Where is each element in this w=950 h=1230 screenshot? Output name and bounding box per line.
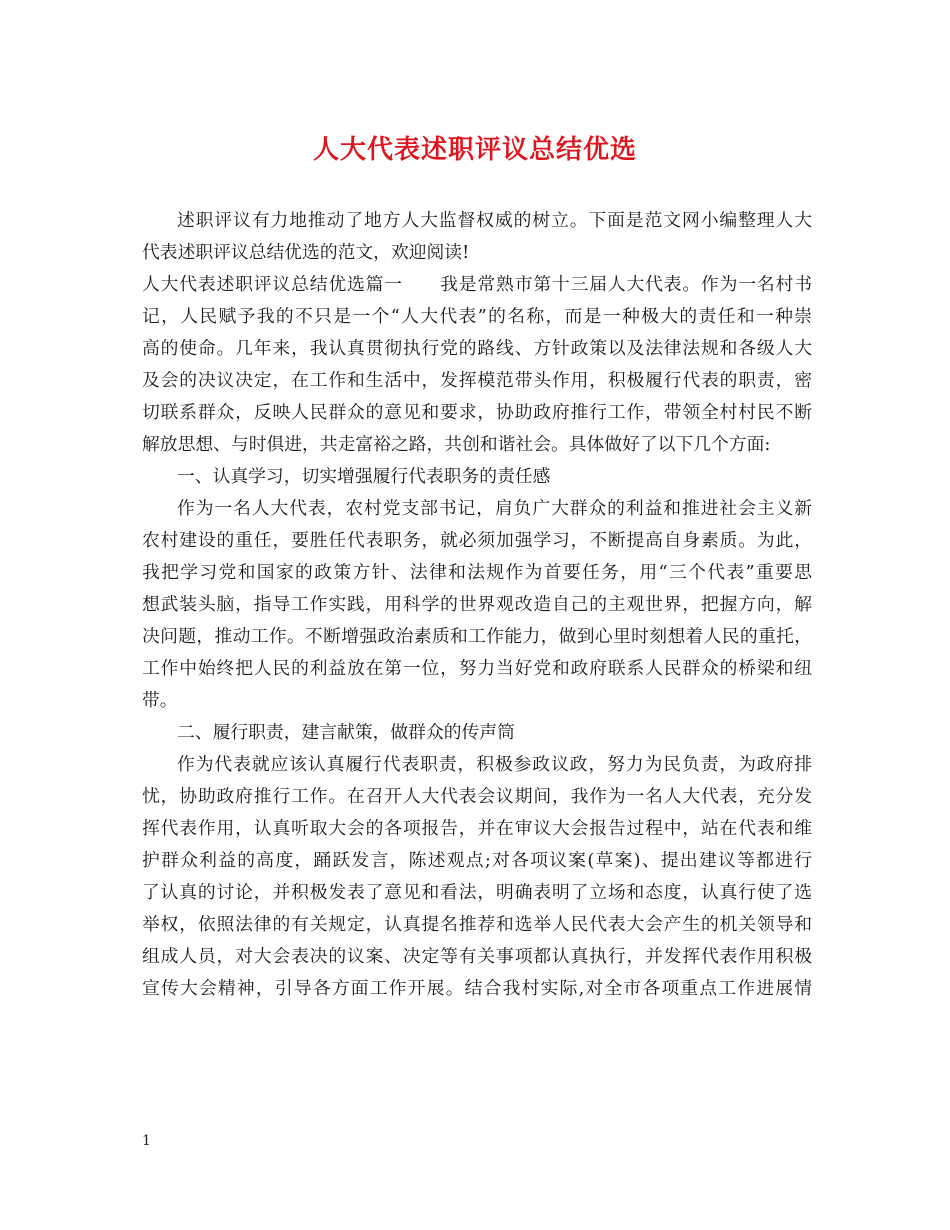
text-line: 忧，协助政府推行工作。在召开人大代表会议期间，我作为一名人大代表，充分发 — [142, 786, 812, 807]
text-line: 决问题，推动工作。不断增强政治素质和工作能力，做到心里时刻想着人民的重托， — [142, 626, 812, 647]
text-line: 挥代表作用，认真听取大会的各项报告，并在审议大会报告过程中，站在代表和维 — [142, 818, 812, 839]
text-line: 高的使命。几年来，我认真贯彻执行党的路线、方针政策以及法律法规和各级人大 — [142, 338, 812, 359]
text-line: 护群众利益的高度，踊跃发言，陈述观点;对各项议案(草案)、提出建议等都进行 — [142, 850, 812, 871]
text-line: 组成人员，对大会表决的议案、决定等有关事项都认真执行，并发挥代表作用积极 — [142, 946, 812, 967]
document-title: 人大代表述职评议总结优选 — [312, 135, 637, 165]
text-line: 想武装头脑，指导工作实践，用科学的世界观改造自己的主观世界，把握方向，解 — [142, 594, 812, 615]
section-heading: 一、认真学习，切实增强履行代表职务的责任感 — [177, 466, 551, 487]
text-line: 我把学习党和国家的政策方针、法律和法规作为首要任务，用“三个代表”重要思 — [142, 562, 812, 583]
text-line: 带。 — [142, 690, 178, 711]
text-line: 代表述职评议总结优选的范文，欢迎阅读! — [142, 242, 470, 263]
text-line: 解放思想、与时俱进，共走富裕之路，共创和谐社会。具体做好了以下几个方面: — [142, 434, 771, 455]
text-line: 宣传大会精神，引导各方面工作开展。结合我村实际,对全市各项重点工作进展情 — [142, 978, 812, 999]
section-heading: 二、履行职责，建言献策，做群众的传声筒 — [177, 722, 515, 743]
text-line: 述职评议有力地推动了地方人大监督权威的树立。下面是范文网小编整理人大 — [177, 210, 812, 231]
text-line: 记，人民赋予我的不只是一个“人大代表”的名称，而是一种极大的责任和一种崇 — [142, 306, 812, 327]
text-line: 作为代表就应该认真履行代表职责，积极参政议政，努力为民负责，为政府排 — [177, 754, 812, 775]
text-line: 人大代表述职评议总结优选篇一 我是常熟市第十三届人大代表。作为一名村书 — [142, 274, 812, 295]
page-number: 1 — [142, 1133, 151, 1149]
text-line: 及会的决议决定，在工作和生活中，发挥模范带头作用，积极履行代表的职责，密 — [142, 370, 812, 391]
text-line: 作为一名人大代表，农村党支部书记，肩负广大群众的利益和推进社会主义新 — [177, 498, 812, 519]
text-line: 了认真的讨论，并积极发表了意见和看法，明确表明了立场和态度，认真行使了选 — [142, 882, 812, 903]
text-line: 举权，依照法律的有关规定，认真提名推荐和选举人民代表大会产生的机关领导和 — [142, 914, 812, 935]
text-line: 农村建设的重任，要胜任代表职务，就必须加强学习，不断提高自身素质。为此， — [142, 530, 812, 551]
text-line: 切联系群众，反映人民群众的意见和要求，协助政府推行工作，带领全村村民不断 — [142, 402, 812, 423]
text-line: 工作中始终把人民的利益放在第一位，努力当好党和政府联系人民群众的桥梁和纽 — [142, 658, 812, 679]
